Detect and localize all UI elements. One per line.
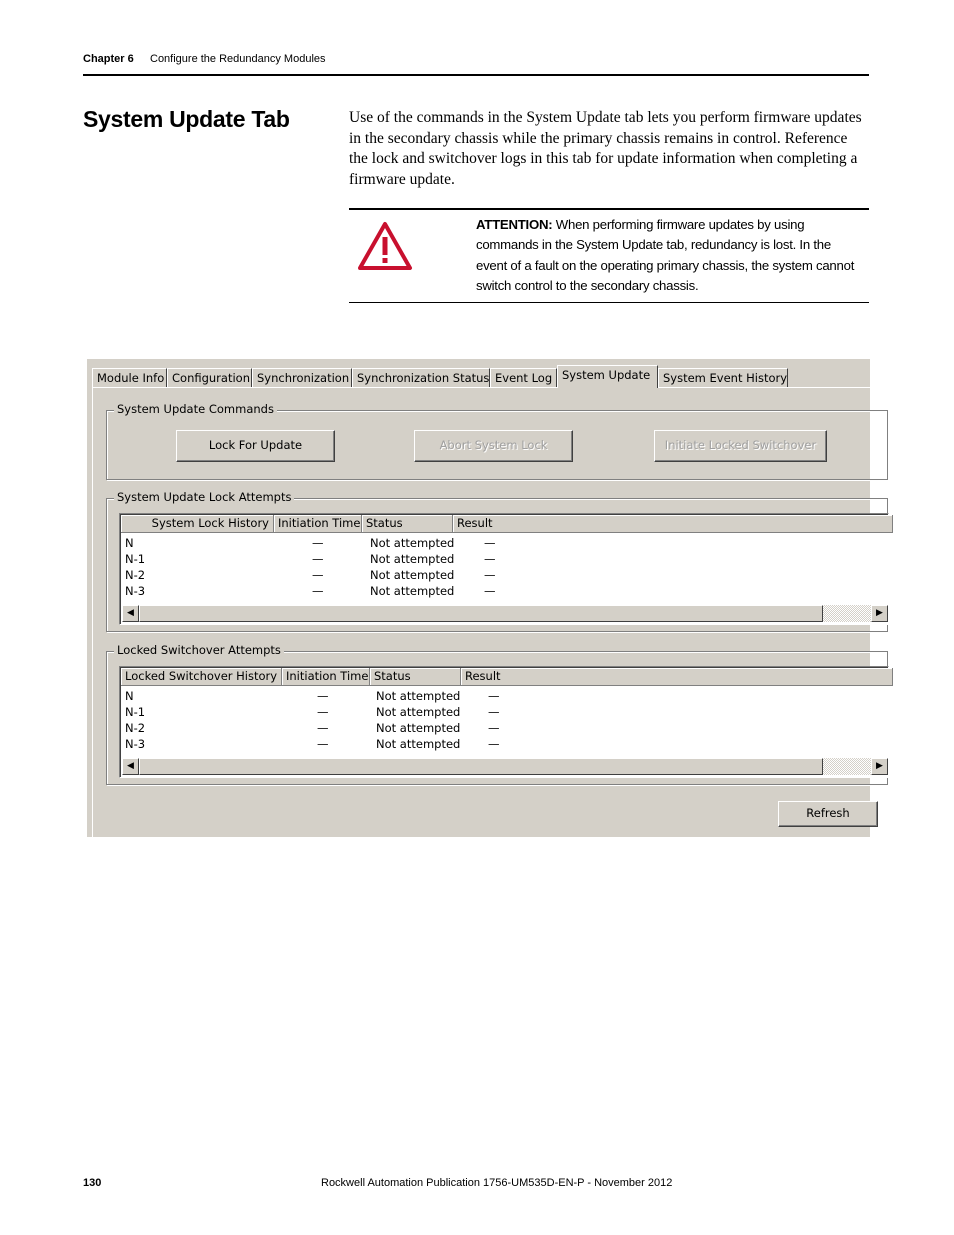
publication-info: Rockwell Automation Publication 1756-UM535D-EN-P - November 2012 bbox=[321, 1177, 673, 1189]
tab-module-info[interactable]: Module Info bbox=[92, 368, 167, 387]
row-result: — bbox=[488, 737, 500, 751]
column-header[interactable]: Initiation Time bbox=[282, 668, 370, 686]
attention-body: When performing firmware updates by using commands in the System Update tab, redundancy is lost. In the event of a fault on the operating primary chassis, the system cannot switch control to the secondary chassis. bbox=[476, 217, 855, 294]
row-time: — bbox=[317, 737, 329, 751]
row-name: N-1 bbox=[125, 705, 146, 719]
row-status: Not attempted bbox=[376, 721, 461, 735]
tab-event-log[interactable]: Event Log bbox=[490, 368, 557, 387]
scroll-track[interactable] bbox=[823, 605, 871, 622]
tab-synchronization-status[interactable]: Synchronization Status bbox=[352, 368, 490, 387]
tab-system-event-history[interactable]: System Event History bbox=[658, 368, 788, 387]
row-status: Not attempted bbox=[370, 584, 455, 598]
scroll-left-icon[interactable]: ◀ bbox=[122, 758, 139, 775]
warning-triangle-icon bbox=[357, 220, 413, 272]
chapter-title: Configure the Redundancy Modules bbox=[150, 53, 326, 65]
commands-group-label: System Update Commands bbox=[114, 402, 277, 416]
column-header[interactable]: Result bbox=[461, 668, 893, 686]
row-name: N-3 bbox=[125, 737, 146, 751]
attention-rule-top bbox=[349, 208, 869, 210]
row-status: Not attempted bbox=[370, 536, 455, 550]
scroll-left-icon[interactable]: ◀ bbox=[122, 605, 139, 622]
section-title: System Update Tab bbox=[83, 106, 290, 132]
row-name: N bbox=[125, 689, 134, 703]
attention-text bbox=[476, 215, 856, 297]
row-result: — bbox=[484, 536, 496, 550]
lock-history-list[interactable] bbox=[119, 513, 889, 625]
scroll-right-icon[interactable]: ▶ bbox=[871, 605, 888, 622]
switchover-attempts-group-label: Locked Switchover Attempts bbox=[114, 643, 284, 657]
module-properties-dialog bbox=[85, 359, 883, 837]
row-name: N bbox=[125, 536, 134, 550]
column-header[interactable]: Status bbox=[362, 515, 453, 533]
scroll-thumb[interactable] bbox=[139, 758, 823, 775]
lock-for-update-button[interactable]: Lock For Update bbox=[176, 430, 335, 462]
row-name: N-2 bbox=[125, 568, 146, 582]
tab-synchronization[interactable]: Synchronization bbox=[252, 368, 352, 387]
tab-configuration[interactable]: Configuration bbox=[167, 368, 252, 387]
row-time: — bbox=[312, 568, 324, 582]
row-time: — bbox=[312, 536, 324, 550]
row-time: — bbox=[312, 552, 324, 566]
scroll-right-icon[interactable]: ▶ bbox=[871, 758, 888, 775]
row-name: N-2 bbox=[125, 721, 146, 735]
refresh-button[interactable]: Refresh bbox=[778, 801, 878, 827]
row-result: — bbox=[488, 689, 500, 703]
column-header[interactable]: Locked Switchover History bbox=[121, 668, 282, 686]
row-name: N-1 bbox=[125, 552, 146, 566]
tab-system-update[interactable]: System Update bbox=[557, 365, 658, 388]
row-name: N-3 bbox=[125, 584, 146, 598]
row-time: — bbox=[312, 584, 324, 598]
row-status: Not attempted bbox=[376, 689, 461, 703]
row-status: Not attempted bbox=[376, 705, 461, 719]
scroll-thumb[interactable] bbox=[139, 605, 823, 622]
row-time: — bbox=[317, 705, 329, 719]
page-number: 130 bbox=[83, 1177, 102, 1189]
attention-label: ATTENTION: bbox=[476, 217, 553, 232]
column-header[interactable]: Initiation Time bbox=[274, 515, 362, 533]
switchover-history-list[interactable] bbox=[119, 666, 889, 778]
horizontal-scrollbar[interactable] bbox=[122, 605, 888, 622]
row-result: — bbox=[484, 568, 496, 582]
chapter-label: Chapter 6 bbox=[83, 53, 134, 65]
column-header[interactable]: Status bbox=[370, 668, 461, 686]
column-header[interactable]: Result bbox=[453, 515, 893, 533]
row-result: — bbox=[488, 705, 500, 719]
row-status: Not attempted bbox=[376, 737, 461, 751]
row-status: Not attempted bbox=[370, 552, 455, 566]
row-time: — bbox=[317, 689, 329, 703]
header-rule bbox=[83, 74, 869, 76]
column-header[interactable]: System Lock History bbox=[121, 515, 274, 533]
abort-system-lock-button[interactable]: Abort System Lock bbox=[414, 430, 573, 462]
intro-paragraph: Use of the commands in the System Update tab lets you perform firmware updates in the secondary chassis while the primary chassis remains in control. Reference the lock and switchover logs in this tab for update information when completing a firmware update. bbox=[349, 109, 862, 188]
horizontal-scrollbar[interactable] bbox=[122, 758, 888, 775]
attention-rule-bottom bbox=[349, 302, 869, 303]
row-status: Not attempted bbox=[370, 568, 455, 582]
row-result: — bbox=[484, 584, 496, 598]
initiate-locked-switchover-button[interactable]: Initiate Locked Switchover bbox=[654, 430, 827, 462]
lock-attempts-group-label: System Update Lock Attempts bbox=[114, 490, 294, 504]
scroll-track[interactable] bbox=[823, 758, 871, 775]
row-result: — bbox=[488, 721, 500, 735]
row-result: — bbox=[484, 552, 496, 566]
row-time: — bbox=[317, 721, 329, 735]
